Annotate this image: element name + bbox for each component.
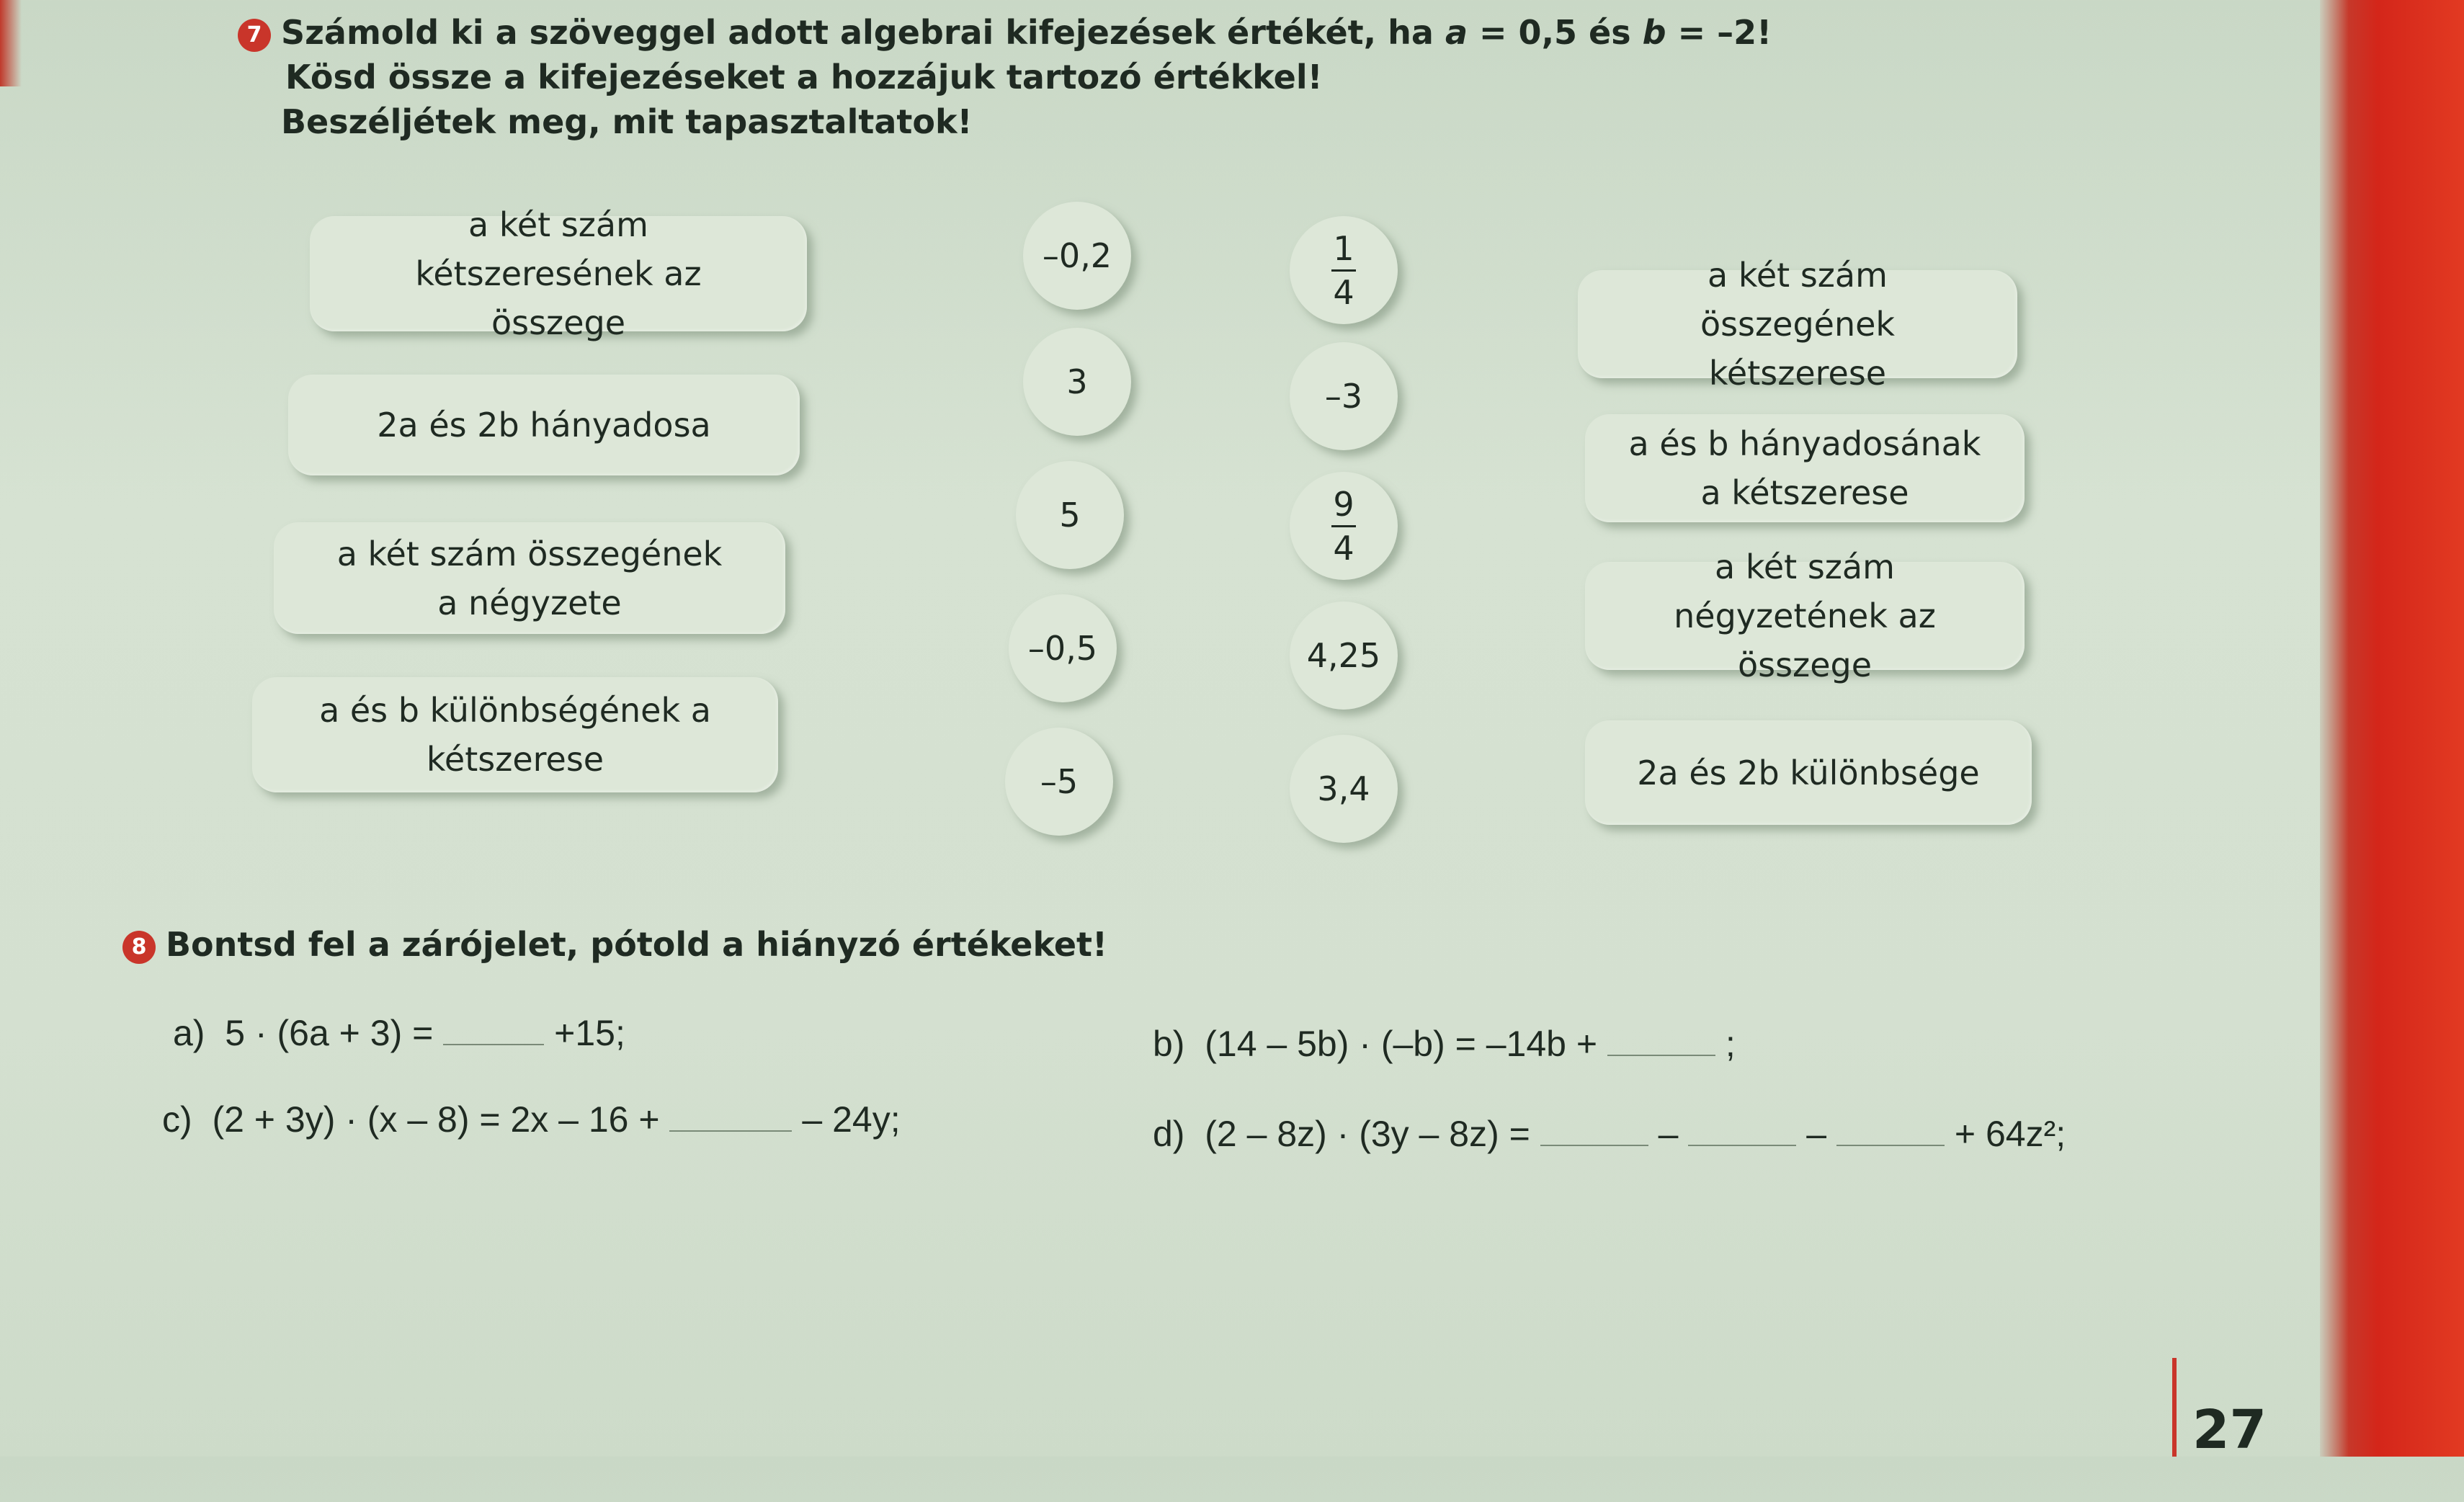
left-card-3[interactable] (274, 522, 785, 634)
equation-label: b) (1153, 1024, 1185, 1064)
equation-d (1153, 1113, 2066, 1155)
answer-blank[interactable] (1607, 1049, 1715, 1056)
red-background-corner (0, 0, 22, 86)
value-pill-3[interactable] (1016, 461, 1124, 569)
fraction-denominator: 4 (1333, 528, 1354, 568)
page-number: 27 (2172, 1358, 2267, 1457)
fraction-bar (1331, 525, 1356, 527)
left-card-4-text: a és b különbségének a kétszerese (319, 691, 711, 779)
value-pill-7[interactable] (1290, 342, 1398, 450)
answer-blank[interactable] (443, 1038, 544, 1045)
value-text: 3,4 (1317, 769, 1370, 808)
value-text: 5 (1059, 496, 1081, 535)
minus-sign: – (1806, 1114, 1827, 1154)
equation-text-end: – 24y; (802, 1099, 901, 1140)
left-card-3-text: a két szám összegének a négyzete (336, 534, 723, 622)
right-card-1[interactable] (1578, 256, 2017, 393)
fraction-bar (1331, 269, 1356, 272)
right-card-4-text: 2a és 2b különbsége (1637, 753, 1980, 792)
right-card-3-text: a két szám négyzetének az összege (1674, 547, 1936, 684)
exercise-7-badge: 7 (238, 19, 271, 52)
value-text: –5 (1040, 762, 1079, 801)
value-text: 4,25 (1306, 636, 1381, 675)
right-card-4[interactable] (1585, 720, 2032, 825)
value-pill-8[interactable] (1290, 472, 1398, 580)
value-text: –0,2 (1042, 236, 1112, 275)
left-card-4[interactable] (252, 677, 778, 792)
value-pill-10[interactable] (1290, 735, 1398, 843)
exercise-8-badge: 8 (122, 931, 156, 964)
value-pill-2[interactable] (1023, 328, 1131, 436)
value-text: –3 (1324, 377, 1363, 416)
value-pill-6[interactable] (1290, 216, 1398, 324)
answer-blank-2[interactable] (1688, 1139, 1796, 1146)
answer-blank-3[interactable] (1836, 1139, 1945, 1146)
left-card-1-text: a két szám kétszeresének az összege (415, 205, 702, 342)
answer-blank-1[interactable] (1540, 1139, 1648, 1146)
value-text: –0,5 (1027, 629, 1098, 668)
exercise-7-instruction-1b: = 0,5 és (1467, 13, 1643, 52)
value-text: 3 (1066, 362, 1088, 401)
value-pill-9[interactable] (1290, 602, 1398, 710)
exercise-7-header (238, 10, 1772, 144)
equation-text: 5 · (6a + 3) = (225, 1013, 434, 1053)
equation-text-end: +15; (554, 1013, 625, 1053)
right-card-2[interactable] (1585, 414, 2025, 522)
red-background-edge (2320, 0, 2464, 1457)
value-pill-4[interactable] (1009, 594, 1117, 702)
equation-text-end: ; (1725, 1024, 1736, 1064)
equation-b (1153, 1023, 1736, 1065)
exercise-8-header (122, 922, 1107, 967)
value-pill-5[interactable] (1005, 728, 1113, 836)
equation-text: (14 – 5b) · (–b) = –14b + (1205, 1024, 1598, 1064)
minus-sign: – (1658, 1114, 1679, 1154)
equation-c (162, 1099, 901, 1140)
equation-text: (2 – 8z) · (3y – 8z) = (1205, 1114, 1530, 1154)
exercise-7-instruction-1: Számold ki a szöveggel adott algebrai kifejezések értékét, ha (281, 13, 1445, 52)
fraction-numerator: 9 (1333, 484, 1354, 524)
right-card-3[interactable] (1585, 547, 2025, 684)
equation-label: c) (162, 1099, 192, 1140)
exercise-7-instruction-1c: = –2! (1666, 13, 1772, 52)
right-card-1-text: a két szám összegének kétszerese (1700, 256, 1896, 393)
equation-a (173, 1012, 625, 1054)
right-card-2-text: a és b hányadosának a kétszerese (1628, 424, 1981, 512)
exercise-7-instruction-2: Kösd össze a kifejezéseket a hozzájuk tartozó értékkel! (285, 58, 1323, 97)
left-card-2[interactable] (288, 375, 800, 475)
left-card-1[interactable] (310, 205, 807, 342)
equation-label: a) (173, 1013, 205, 1053)
fraction-denominator: 4 (1333, 272, 1354, 312)
variable-b: b (1642, 13, 1666, 52)
variable-a: a (1445, 13, 1468, 52)
value-pill-1[interactable] (1023, 202, 1131, 310)
exercise-8-title: Bontsd fel a zárójelet, pótold a hiányzó értékeket! (166, 925, 1108, 964)
fraction-nine-quarters (1331, 485, 1356, 568)
answer-blank[interactable] (669, 1125, 792, 1132)
fraction-one-quarter (1331, 229, 1356, 312)
fraction-numerator: 1 (1333, 228, 1354, 268)
equation-text: (2 + 3y) · (x – 8) = 2x – 16 + (212, 1099, 660, 1140)
equation-label: d) (1153, 1114, 1185, 1154)
equation-text-end: + 64z²; (1954, 1114, 2066, 1154)
left-card-2-text: 2a és 2b hányadosa (377, 406, 711, 444)
exercise-7-instruction-3: Beszéljétek meg, mit tapasztaltatok! (281, 102, 973, 141)
